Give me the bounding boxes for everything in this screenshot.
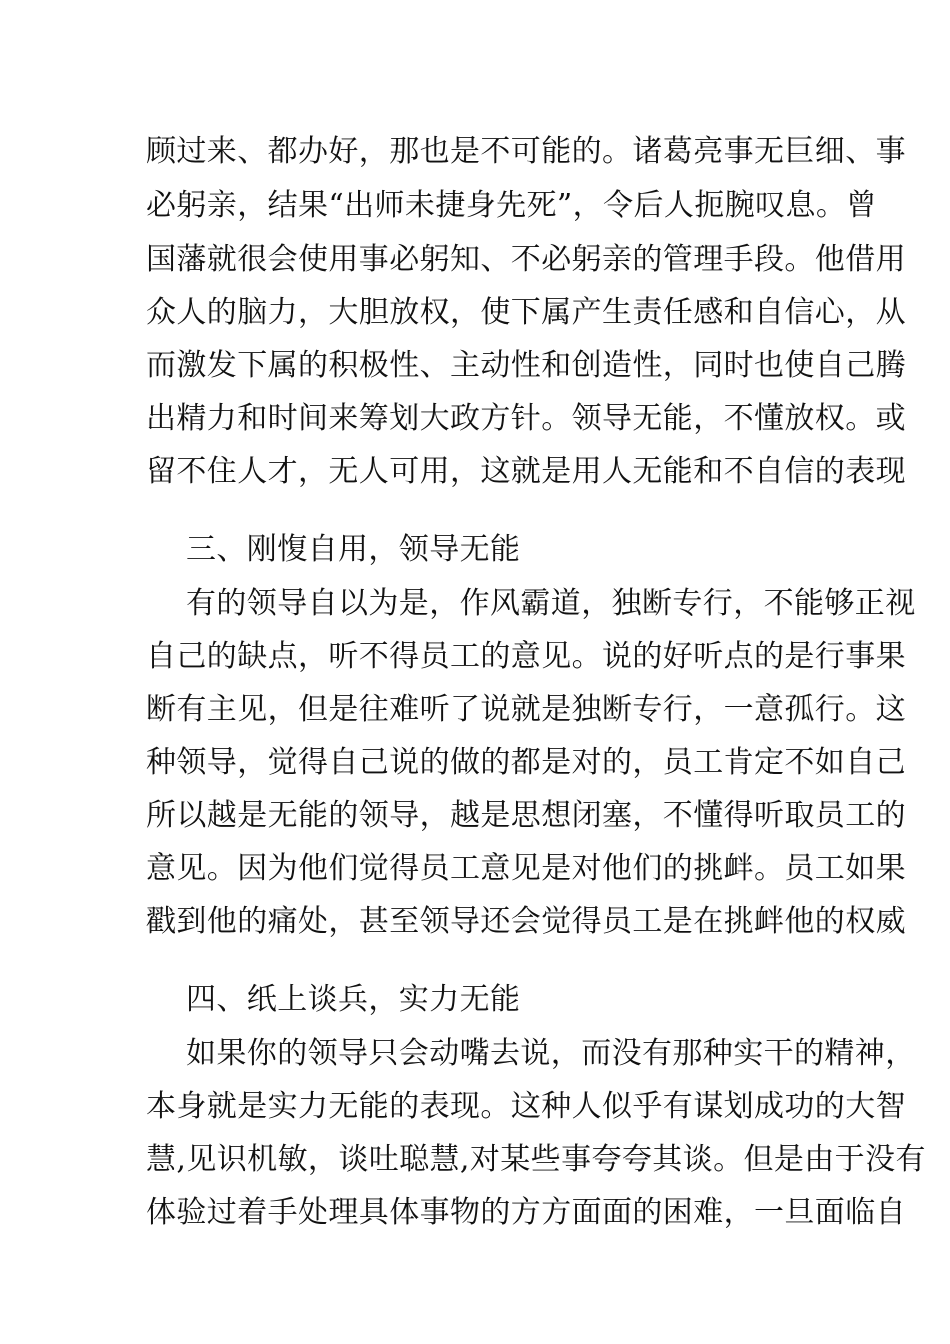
- section-heading-3: 三、刚愎自用，领导无能: [186, 532, 521, 567]
- paragraph-line: 顾过来、都办好，那也是不可能的。诸葛亮事无巨细、事: [146, 134, 906, 169]
- paragraph-line: 而激发下属的积极性、主动性和创造性，同时也使自己腾: [146, 348, 906, 383]
- paragraph-line: 国藩就很会使用事必躬知、不必躬亲的管理手段。他借用: [146, 242, 906, 277]
- paragraph-line: 慧,见识机敏，谈吐聪慧,对某些事夸夸其谈。但是由于没有: [146, 1142, 926, 1177]
- paragraph-line: 自己的缺点，听不得员工的意见。说的好听点的是行事果: [146, 639, 906, 674]
- paragraph-line: 出精力和时间来筹划大政方针。领导无能，不懂放权。或: [146, 401, 906, 436]
- paragraph-line: 意见。因为他们觉得员工意见是对他们的挑衅。员工如果: [146, 851, 906, 886]
- paragraph-line: 所以越是无能的领导，越是思想闭塞，不懂得听取员工的: [146, 798, 906, 833]
- section-heading-4: 四、纸上谈兵，实力无能: [186, 982, 521, 1017]
- paragraph-line: 如果你的领导只会动嘴去说，而没有那种实干的精神，: [186, 1036, 916, 1071]
- paragraph-line: 断有主见，但是往难听了说就是独断专行，一意孤行。这: [146, 692, 906, 727]
- paragraph-line: 留不住人才，无人可用，这就是用人无能和不自信的表现: [146, 454, 906, 489]
- paragraph-line: 必躬亲，结果“出师未捷身先死”，令后人扼腕叹息。曾: [146, 188, 877, 223]
- paragraph-line: 体验过着手处理具体事物的方方面面的困难，一旦面临自: [146, 1195, 906, 1230]
- paragraph-line: 众人的脑力，大胆放权，使下属产生责任感和自信心，从: [146, 295, 906, 330]
- paragraph-line: 有的领导自以为是，作风霸道，独断专行，不能够正视: [186, 586, 916, 621]
- paragraph-line: 种领导，觉得自己说的做的都是对的，员工肯定不如自己: [146, 745, 906, 780]
- paragraph-line: 戳到他的痛处，甚至领导还会觉得员工是在挑衅他的权威: [146, 904, 906, 939]
- paragraph-line: 本身就是实力无能的表现。这种人似乎有谋划成功的大智: [146, 1089, 906, 1124]
